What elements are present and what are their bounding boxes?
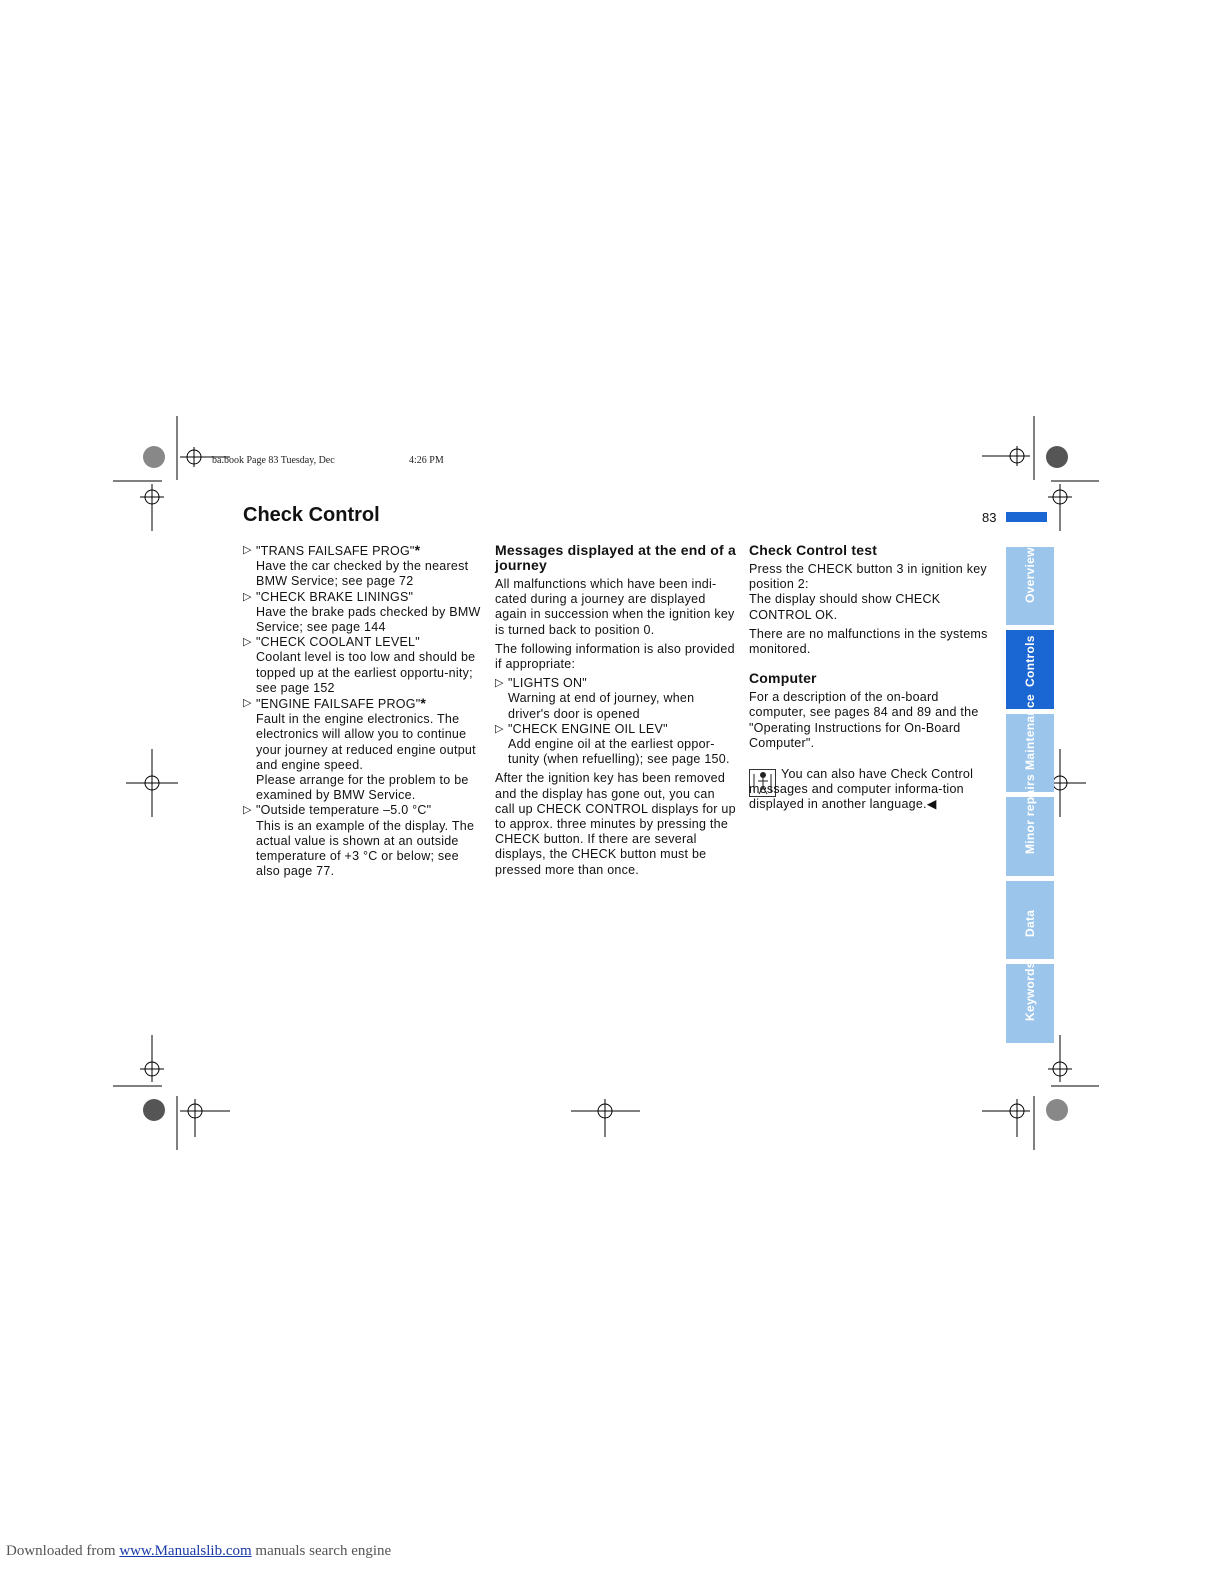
list-item [495,676,737,722]
paragraph: All malfunctions which have been indi-cated during a journey are displayed again in succession when the ignition key is turned back to position 0. [495,577,735,637]
section-heading: Messages displayed at the end of a journey [495,542,736,573]
list-item-text: Warning at end of journey, when driver's door is opened [508,691,695,721]
paragraph: After the ignition key has been removed and the display has gone out, you can call up CHECK CONTROL displays for up to approx. three minutes by pressing the CHECK button. If there are several displays, the CHECK button must be pressed more than once. [495,771,736,877]
tab-label: Maintenance [1023,694,1037,770]
print-header-time: 4:26 PM [409,455,444,466]
list-item-label: "CHECK COOLANT LEVEL" [256,635,420,650]
list-item-text: Fault in the engine electronics. The electronics will allow you to continue your journey at reduced engine output and engine speed. [256,712,476,772]
list-item [243,696,485,803]
triangle-bullet-icon: ▷ [243,804,252,817]
note-text: You can also have Check Control messages and computer informa-tion displayed in another language.◀ [749,767,974,812]
list-item-label: "CHECK BRAKE LININGS" [256,589,414,604]
list-item-text: Add engine oil at the earliest oppor-tunity (when refuelling); see page 150. [508,737,730,767]
list-item [243,543,485,590]
list-item [243,590,485,636]
column-1 [243,543,485,879]
paragraph: The following information is also provided if appropriate: [495,641,735,672]
paragraph: Press the CHECK button 3 in ignition key position 2: [749,562,987,592]
list-item-text: Have the brake pads checked by BMW Service; see page 144 [256,604,481,635]
column-2 [495,543,737,882]
footer-prefix: Downloaded from [6,1543,120,1559]
optional-extra-star: * [420,695,427,712]
list-item-label: "ENGINE FAILSAFE PROG" [256,697,421,712]
tab-label: Overview [1023,547,1037,603]
section-heading: Check Control test [749,542,878,558]
page-number: 83 [982,510,997,525]
list-item [243,803,485,879]
tab-label: Keywords [1023,961,1037,1021]
triangle-bullet-icon: ▷ [495,722,504,735]
tab-label: Controls [1023,635,1037,687]
section-heading: Computer [749,670,817,687]
list-item-text: Please arrange for the problem to be examined by BMW Service. [256,773,469,803]
triangle-bullet-icon: ▷ [243,636,252,649]
tab-label: Data [1023,909,1037,937]
list-item-label: "LIGHTS ON" [508,676,587,691]
footer-suffix: manuals search engine [251,1543,392,1559]
manualslib-link[interactable]: www.Manualslib.com [119,1543,252,1559]
page-title: Check Control [243,504,380,526]
list-item-label: "Outside temperature –5.0 °C" [256,803,432,818]
list-item [243,635,485,696]
list-item-label: "TRANS FAILSAFE PROG" [256,544,415,558]
optional-extra-star: * [414,542,421,558]
list-item-text: Coolant level is too low and should be topped up at the earliest opportu-nity; see page 152 [256,650,476,695]
triangle-bullet-icon: ▷ [495,677,504,690]
list-item-label: "CHECK ENGINE OIL LEV" [508,721,668,736]
tab-data[interactable] [1006,881,1054,959]
download-footer [6,1543,391,1560]
triangle-bullet-icon: ▷ [243,544,252,556]
tab-keywords[interactable] [1006,961,1054,1043]
paragraph: For a description of the on-board computer, see pages 84 and 89 and the "Operating Instructions for On-Board Computer". [749,690,979,750]
tab-label: Minor repairs [1023,774,1037,854]
column-3 [749,543,991,755]
triangle-bullet-icon: ▷ [243,590,252,603]
tab-overview[interactable] [1006,547,1054,625]
page-number-marker [1006,512,1047,522]
paragraph: There are no malfunctions in the systems monitored. [749,626,988,657]
print-header-book-info: ba.book Page 83 Tuesday, Dec [212,455,335,466]
list-item [495,722,737,768]
triangle-bullet-icon: ▷ [243,697,252,710]
list-item-text: This is an example of the display. The actual value is shown at an outside temperature of +3 °C or below; see also page 77. [256,818,475,879]
paragraph: The display should show CHECK CONTROL OK. [749,592,941,622]
list-item-text: Have the car checked by the nearest BMW Service; see page 72 [256,559,469,589]
tab-minor-repairs[interactable] [1006,774,1054,876]
